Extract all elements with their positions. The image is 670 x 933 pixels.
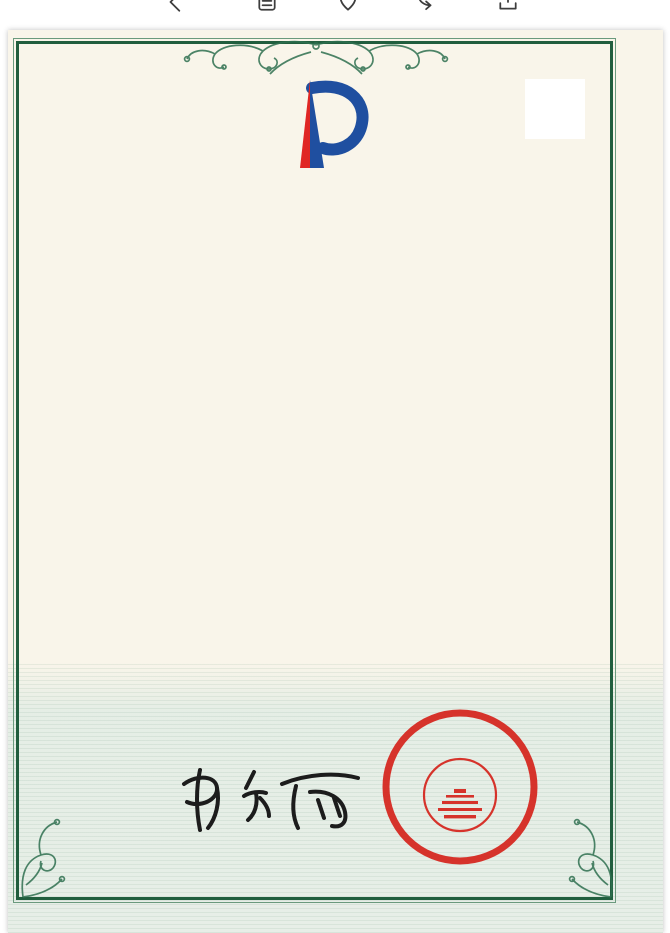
app-toolbar: [0, 0, 670, 16]
calendar-icon[interactable]: [256, 0, 278, 13]
director-signature: [170, 758, 370, 842]
top-flourish-ornament: [166, 36, 466, 84]
qr-code: [525, 79, 585, 139]
cnipa-logo: [248, 78, 388, 174]
official-seal: [380, 707, 540, 867]
favorite-icon[interactable]: [337, 0, 359, 13]
barcode: [48, 708, 240, 723]
certificate-page: [8, 30, 663, 933]
bottom-right-ornament: [556, 805, 618, 905]
bottom-left-ornament: [16, 805, 78, 905]
share-icon[interactable]: [414, 0, 436, 13]
add-icon[interactable]: [497, 0, 519, 13]
back-icon[interactable]: [165, 0, 187, 13]
